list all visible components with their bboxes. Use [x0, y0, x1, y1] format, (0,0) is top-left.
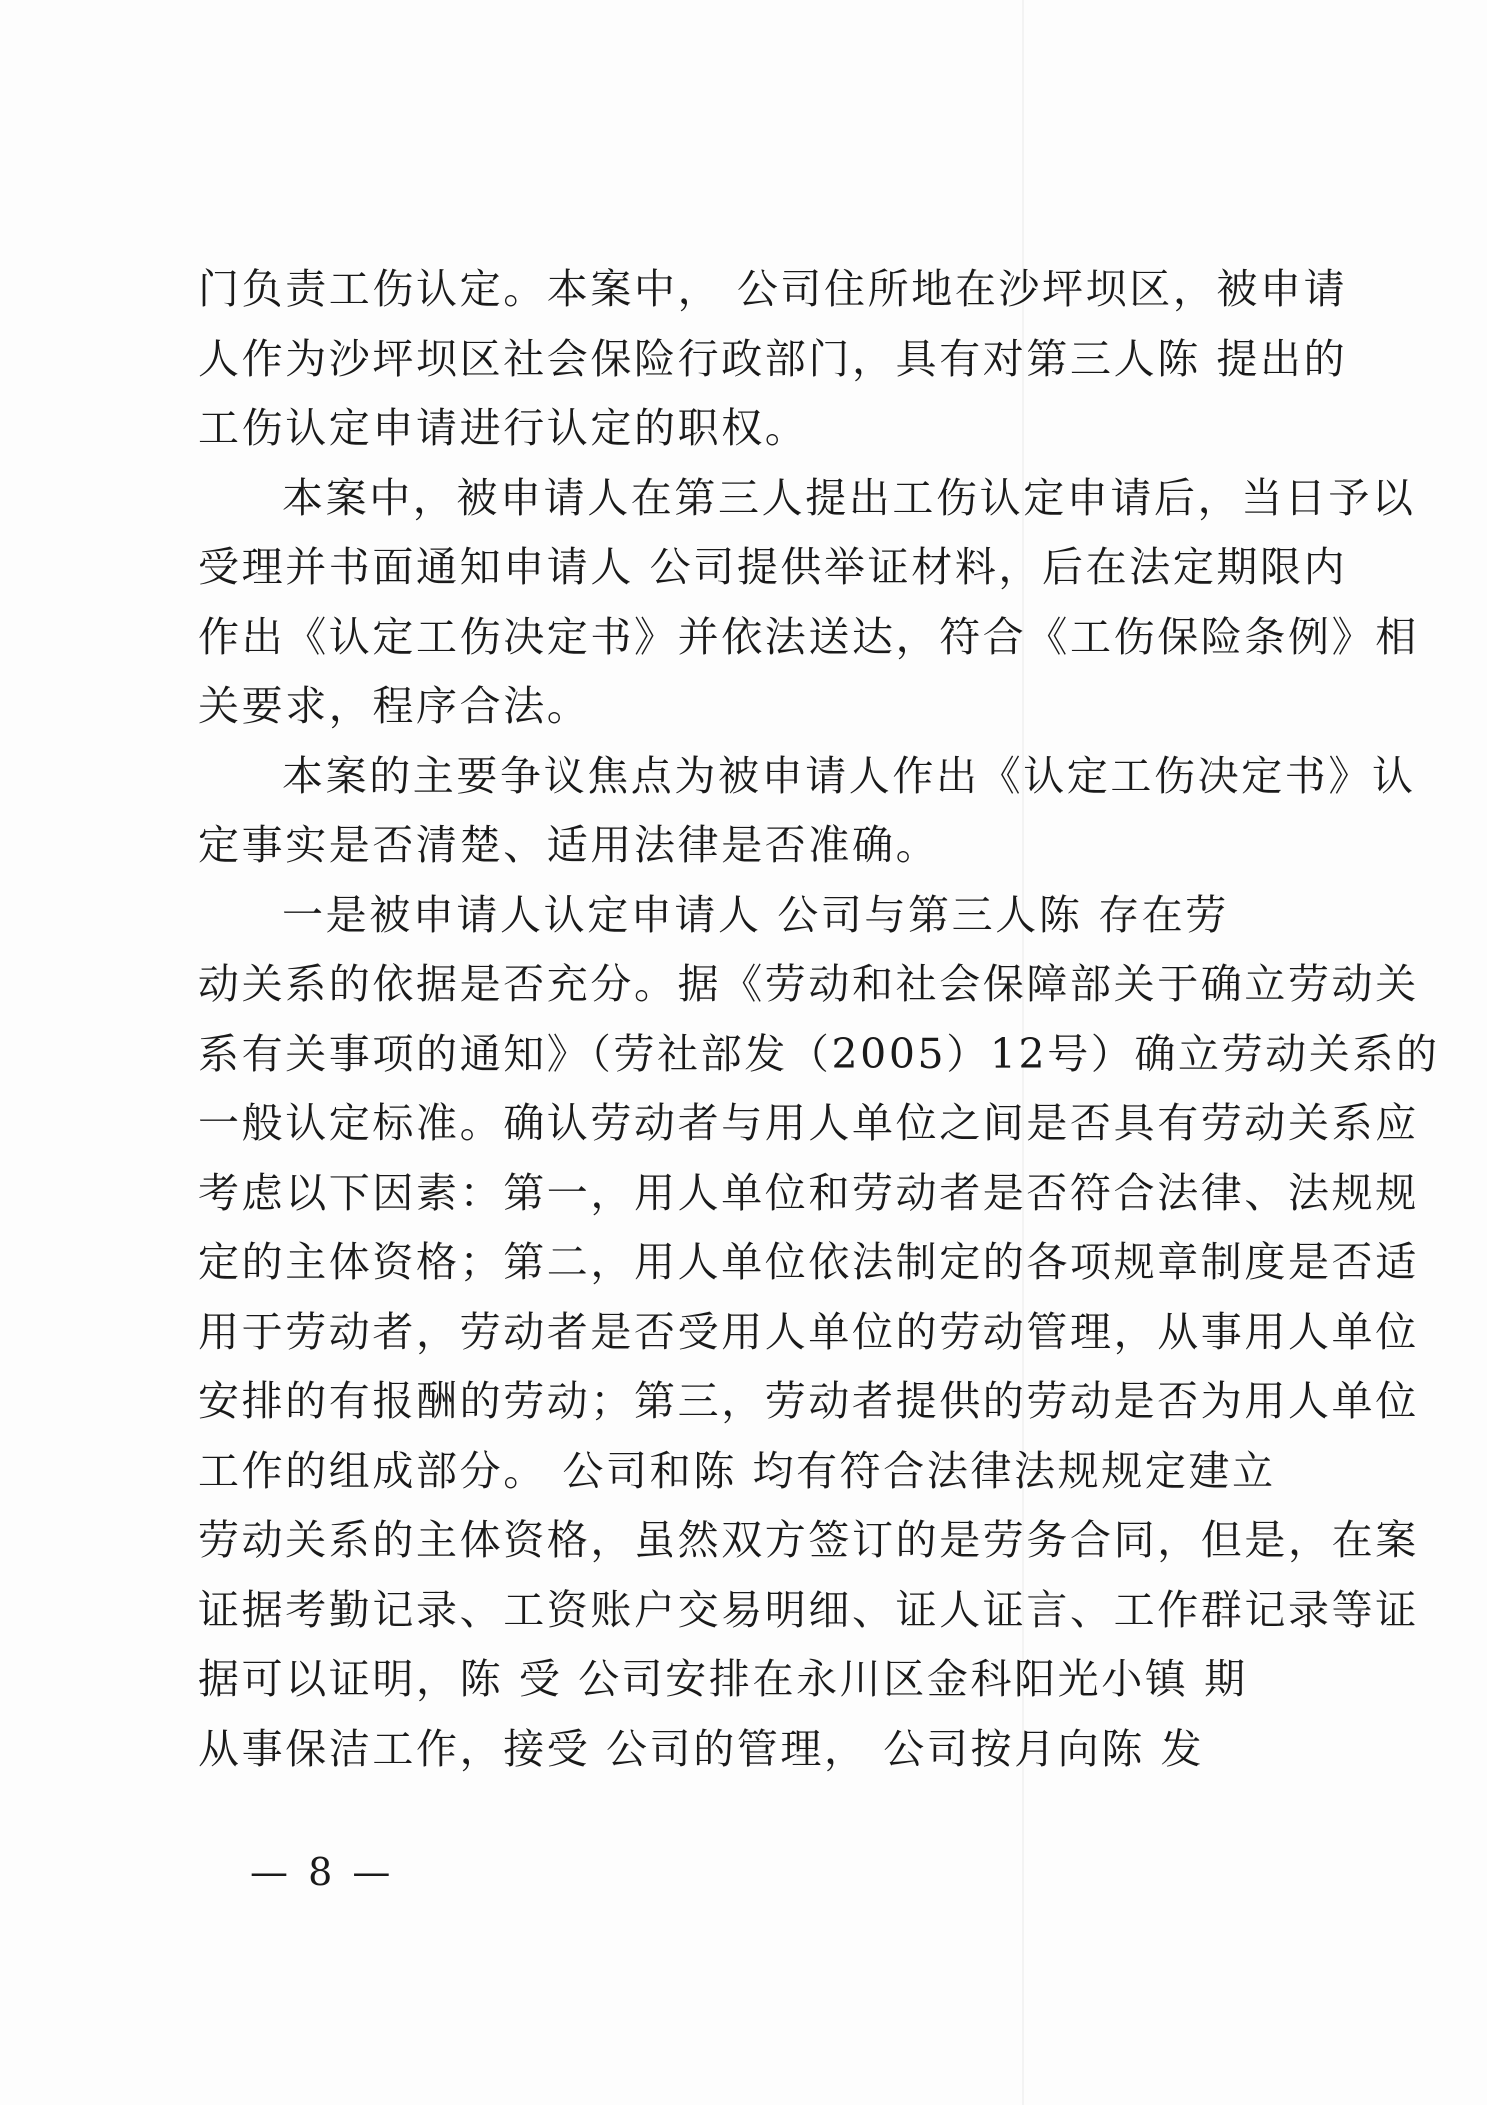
body-text [198, 255, 1440, 1784]
text-line: 定的主体资格；第二，用人单位依法制定的各项规章制度是否适 [198, 1238, 1419, 1286]
text-line: 工作的组成部分。 公司和陈 均有符合法律法规规定建立 [198, 1446, 1276, 1495]
text-line: 人作为沙坪坝区社会保险行政部门，具有对第三人陈 提出的 [198, 334, 1348, 383]
text-line: 定事实是否清楚、适用法律是否准确。 [198, 821, 940, 869]
text-line: 系有关事项的通知》（劳社部发（2005）12号）确立劳动关系的 [198, 1029, 1440, 1078]
text-line: 本案的主要争议焦点为被申请人作出《认定工伤决定书》认 [282, 751, 1416, 800]
text-line: 门负责工伤认定。本案中， 公司住所地在沙坪坝区，被申请 [198, 265, 1348, 313]
text-line: 用于劳动者，劳动者是否受用人单位的劳动管理，从事用人单位 [198, 1307, 1419, 1356]
text-line: 据可以证明，陈 受 公司安排在永川区金科阳光小镇 期 [198, 1655, 1248, 1703]
text-line: 工伤认定申请进行认定的职权。 [198, 404, 809, 452]
text-line: 一般认定标准。确认劳动者与用人单位之间是否具有劳动关系应 [198, 1099, 1419, 1147]
page-number: — 8 — [250, 1850, 395, 1894]
text-line: 受理并书面通知申请人 公司提供举证材料，后在法定期限内 [198, 543, 1348, 591]
text-line: 安排的有报酬的劳动；第三，劳动者提供的劳动是否为用人单位 [198, 1377, 1419, 1425]
text-line: 一是被申请人认定申请人 公司与第三人陈 存在劳 [282, 890, 1229, 939]
text-line: 从事保洁工作，接受 公司的管理， 公司按月向陈 发 [198, 1724, 1205, 1773]
text-line: 本案中，被申请人在第三人提出工伤认定申请后，当日予以 [282, 473, 1416, 522]
text-line: 证据考勤记录、工资账户交易明细、证人证言、工作群记录等证 [198, 1585, 1419, 1634]
text-line: 作出《认定工伤决定书》并依法送达，符合《工伤保险条例》相 [198, 612, 1419, 661]
text-line: 关要求，程序合法。 [198, 682, 591, 730]
text-line: 动关系的依据是否充分。据《劳动和社会保障部关于确立劳动关 [198, 960, 1419, 1008]
text-line: 劳动关系的主体资格，虽然双方签订的是劳务合同，但是，在案 [198, 1516, 1419, 1564]
text-line: 考虑以下因素：第一，用人单位和劳动者是否符合法律、法规规 [198, 1168, 1419, 1217]
